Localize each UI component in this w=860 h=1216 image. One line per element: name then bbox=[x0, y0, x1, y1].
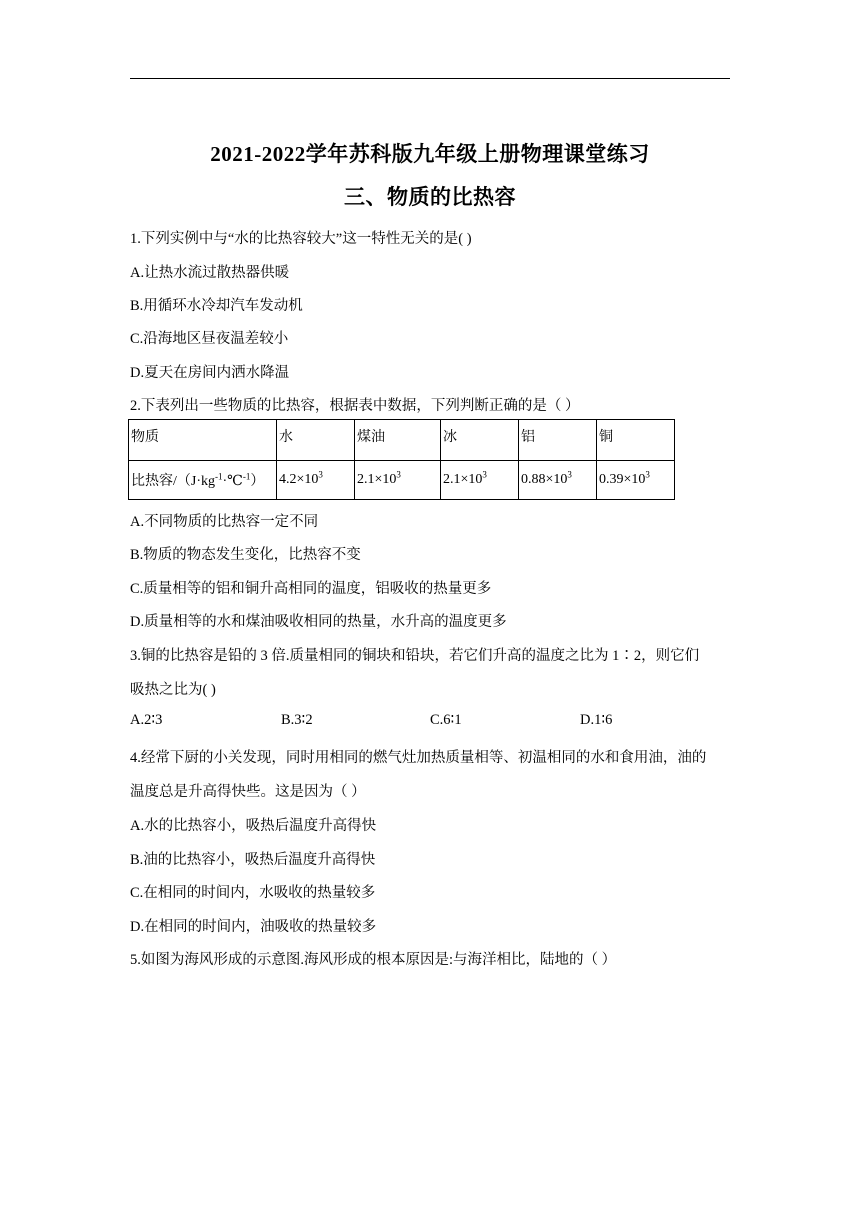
specific-heat-table bbox=[128, 419, 675, 500]
table-row bbox=[129, 461, 675, 500]
q4-option-d: D.在相同的时间内，油吸收的热量较多 bbox=[130, 919, 377, 935]
q2-option-a: A.不同物质的比热容一定不同 bbox=[130, 514, 319, 530]
q5-stem: 5.如图为海风形成的示意图.海风形成的根本原因是:与海洋相比，陆地的（ ） bbox=[130, 952, 617, 968]
table-row-label: 比热容$/(J\cdot kg^{-1}\cdot℃^{-1})$ bbox=[129, 461, 277, 500]
q2-option-d: D.质量相等的水和煤油吸收相同的热量，水升高的温度更多 bbox=[130, 614, 507, 630]
q2-option-c: C.质量相等的铝和铜升高相同的温度，铝吸收的热量更多 bbox=[130, 581, 492, 597]
table-header-cell: 铜 bbox=[597, 420, 675, 461]
q2-option-b: B.物质的物态发生变化，比热容不变 bbox=[130, 547, 361, 563]
q4-stem-line2: 温度总是升高得快些。这是因为（ ） bbox=[130, 784, 366, 800]
worksheet-title: 2021-2022学年苏科版九年级上册物理课堂练习 bbox=[210, 142, 650, 166]
table-header-cell: 冰 bbox=[441, 420, 519, 461]
q3-option-d: D.1∶6 bbox=[580, 712, 613, 728]
q1-option-c: C.沿海地区昼夜温差较小 bbox=[130, 331, 289, 347]
q4-option-c: C.在相同的时间内，水吸收的热量较多 bbox=[130, 885, 376, 901]
q1-option-b: B.用循环水冷却汽车发动机 bbox=[130, 298, 303, 314]
q4-stem-line1: 4.经常下厨的小关发现，同时用相同的燃气灶加热质量相等、初温相同的水和食用油，油的 bbox=[130, 750, 707, 766]
q3-option-c: C.6∶1 bbox=[430, 712, 462, 728]
table-cell: $0.39\times 10^3$ bbox=[597, 461, 675, 500]
header-rule bbox=[130, 78, 730, 79]
table-header-cell: 铝 bbox=[519, 420, 597, 461]
table-cell: $2.1\times 10^3$ bbox=[355, 461, 441, 500]
section-title: 三、物质的比热容 bbox=[344, 185, 516, 209]
q4-option-b: B.油的比热容小，吸热后温度升高得快 bbox=[130, 852, 376, 868]
q1-stem: 1.下列实例中与“水的比热容较大”这一特性无关的是( ) bbox=[130, 231, 472, 247]
q1-option-d: D.夏天在房间内洒水降温 bbox=[130, 365, 290, 381]
q3-option-b: B.3∶2 bbox=[281, 712, 313, 728]
q3-stem-line1: 3.铜的比热容是铅的 3 倍.质量相同的铜块和铅块，若它们升高的温度之比为 1∶2，则它们 bbox=[130, 648, 700, 664]
q4-option-a: A.水的比热容小，吸热后温度升高得快 bbox=[130, 818, 377, 834]
table-header-row bbox=[129, 420, 675, 461]
q3-option-a: A.2∶3 bbox=[130, 712, 163, 728]
table-header-label: 物质 bbox=[129, 420, 277, 461]
q2-stem: 2.下表列出一些物质的比热容，根据表中数据，下列判断正确的是（ ） bbox=[130, 398, 580, 414]
table-header-cell: 水 bbox=[277, 420, 355, 461]
table-cell: $2.1\times 10^3$ bbox=[441, 461, 519, 500]
table-cell: $0.88\times 10^3$ bbox=[519, 461, 597, 500]
q3-stem-line2: 吸热之比为( ) bbox=[130, 682, 216, 698]
table-header-cell: 煤油 bbox=[355, 420, 441, 461]
table-cell: $4.2\times 10^3$ bbox=[277, 461, 355, 500]
q1-option-a: A.让热水流过散热器供暖 bbox=[130, 265, 290, 281]
